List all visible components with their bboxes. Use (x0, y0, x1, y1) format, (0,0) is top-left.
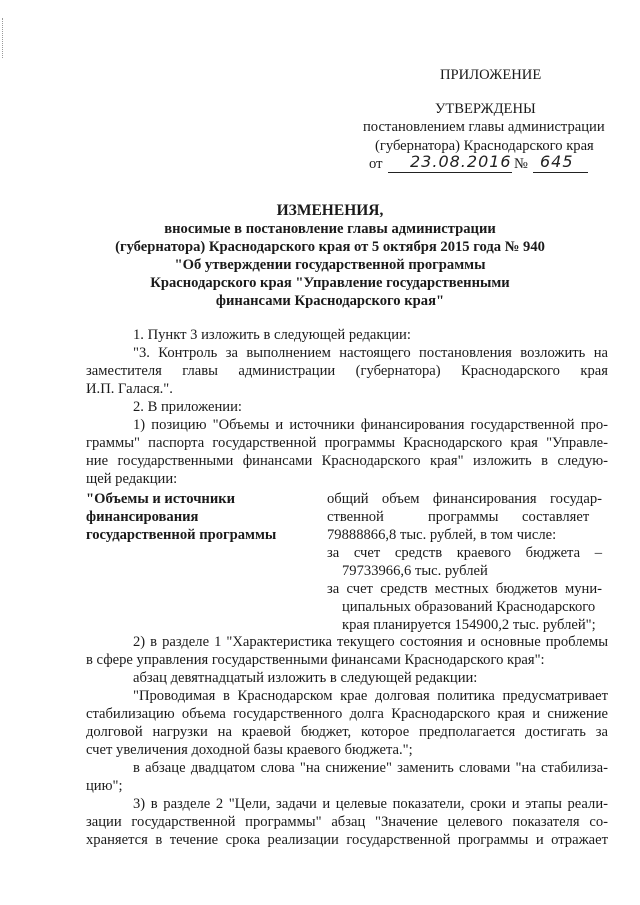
number-underline (533, 172, 588, 173)
table-right-4: за счет средств краевого бюджета – (327, 545, 602, 561)
subitem-3-c: храняется в течение срока реализации государственной программы и отражает (86, 832, 608, 848)
title-line-3: (губернатора) Краснодарского края от 5 октября 2015 года № 940 (115, 239, 545, 255)
table-left-3: государственной программы (86, 527, 277, 543)
table-right-7: ципальных образований Краснодарского (342, 599, 596, 615)
date-underline (388, 172, 512, 173)
table-right-1: общий объем финансирования государ- (327, 491, 602, 507)
approved-line-1: постановлением главы администрации (363, 119, 605, 135)
title-line-4: "Об утверждении государственной программы (174, 257, 486, 273)
date-prefix: от (369, 156, 383, 172)
subitem-2-e: цию"; (86, 778, 123, 794)
subitem-3-a: 3) в разделе 2 "Цели, задачи и целевые показатели, сроки и этапы реали- (133, 796, 608, 812)
item-1-text-b: заместителя главы администрации (губернатора) Краснодарского края (86, 363, 608, 379)
subitem-2-d: в абзаце двадцатом слова "на снижение" заменить словами "на стабилиза- (133, 760, 608, 776)
table-right-2c: составляет (522, 509, 590, 525)
date-handwritten: 23.08.2016 (410, 152, 512, 171)
subitem-2-b: в сфере управления государственными финансами Краснодарского края": (86, 652, 545, 668)
subitem-3-b: зации государственной программы" абзац "Значение целевого показателя со- (86, 814, 608, 830)
quote-a: "Проводимая в Краснодарском крае долговая политика предусматривает (133, 688, 608, 704)
approved-label: УТВЕРЖДЕНЫ (435, 101, 536, 117)
subitem-1-c: ние государственными финансами Краснодарского края" изложить в следую- (86, 453, 608, 469)
item-1: 1. Пункт 3 изложить в следующей редакции: (133, 327, 411, 343)
table-left-1: "Объемы и источники (86, 491, 236, 507)
table-right-2b: программы (428, 509, 499, 525)
subitem-1-a: 1) позицию "Объемы и источники финансирования государственной про- (133, 417, 608, 433)
margin-marks (2, 18, 6, 58)
quote-b: стабилизацию объема государственного долга Краснодарского края и снижение (86, 706, 608, 722)
number-handwritten: 645 (540, 152, 574, 171)
item-2: 2. В приложении: (133, 399, 242, 415)
approved-line-2: (губернатора) Краснодарского края (375, 138, 594, 154)
subitem-1-b: граммы" паспорта государственной программы Краснодарского края "Управле- (86, 435, 608, 451)
quote-d: счет увеличения доходной базы краевого бюджета."; (86, 742, 413, 758)
quote-c: долговой нагрузки на краевой бюджет, которое предполагается достигать за (86, 724, 608, 740)
table-right-2a: ственной (327, 509, 384, 525)
number-prefix: № (514, 156, 528, 172)
doc-title: ИЗМЕНЕНИЯ, (276, 202, 384, 219)
table-right-8: края планируется 154900,2 тыс. рублей"; (342, 617, 596, 633)
table-right-6: за счет средств местных бюджетов муни- (327, 581, 602, 597)
title-line-6: финансами Краснодарского края" (215, 293, 445, 309)
table-left-2: финансирования (86, 509, 199, 525)
appendix-label: ПРИЛОЖЕНИЕ (440, 67, 542, 83)
table-right-3: 79888866,8 тыс. рублей, в том числе: (327, 527, 557, 543)
title-line-5: Краснодарского края "Управление государственными (150, 275, 510, 291)
subitem-1-d: щей редакции: (86, 471, 178, 487)
subitem-2-c: абзац девятнадцатый изложить в следующей редакции: (133, 670, 478, 686)
item-1-text-c: И.П. Галася.". (86, 381, 173, 397)
item-1-text-a: "3. Контроль за выполнением настоящего постановления возложить на (133, 345, 608, 361)
title-line-2: вносимые в постановление главы администрации (164, 221, 496, 237)
table-right-5: 79733966,6 тыс. рублей (342, 563, 488, 579)
subitem-2-a: 2) в разделе 1 "Характеристика текущего состояния и основные проблемы (133, 634, 608, 650)
